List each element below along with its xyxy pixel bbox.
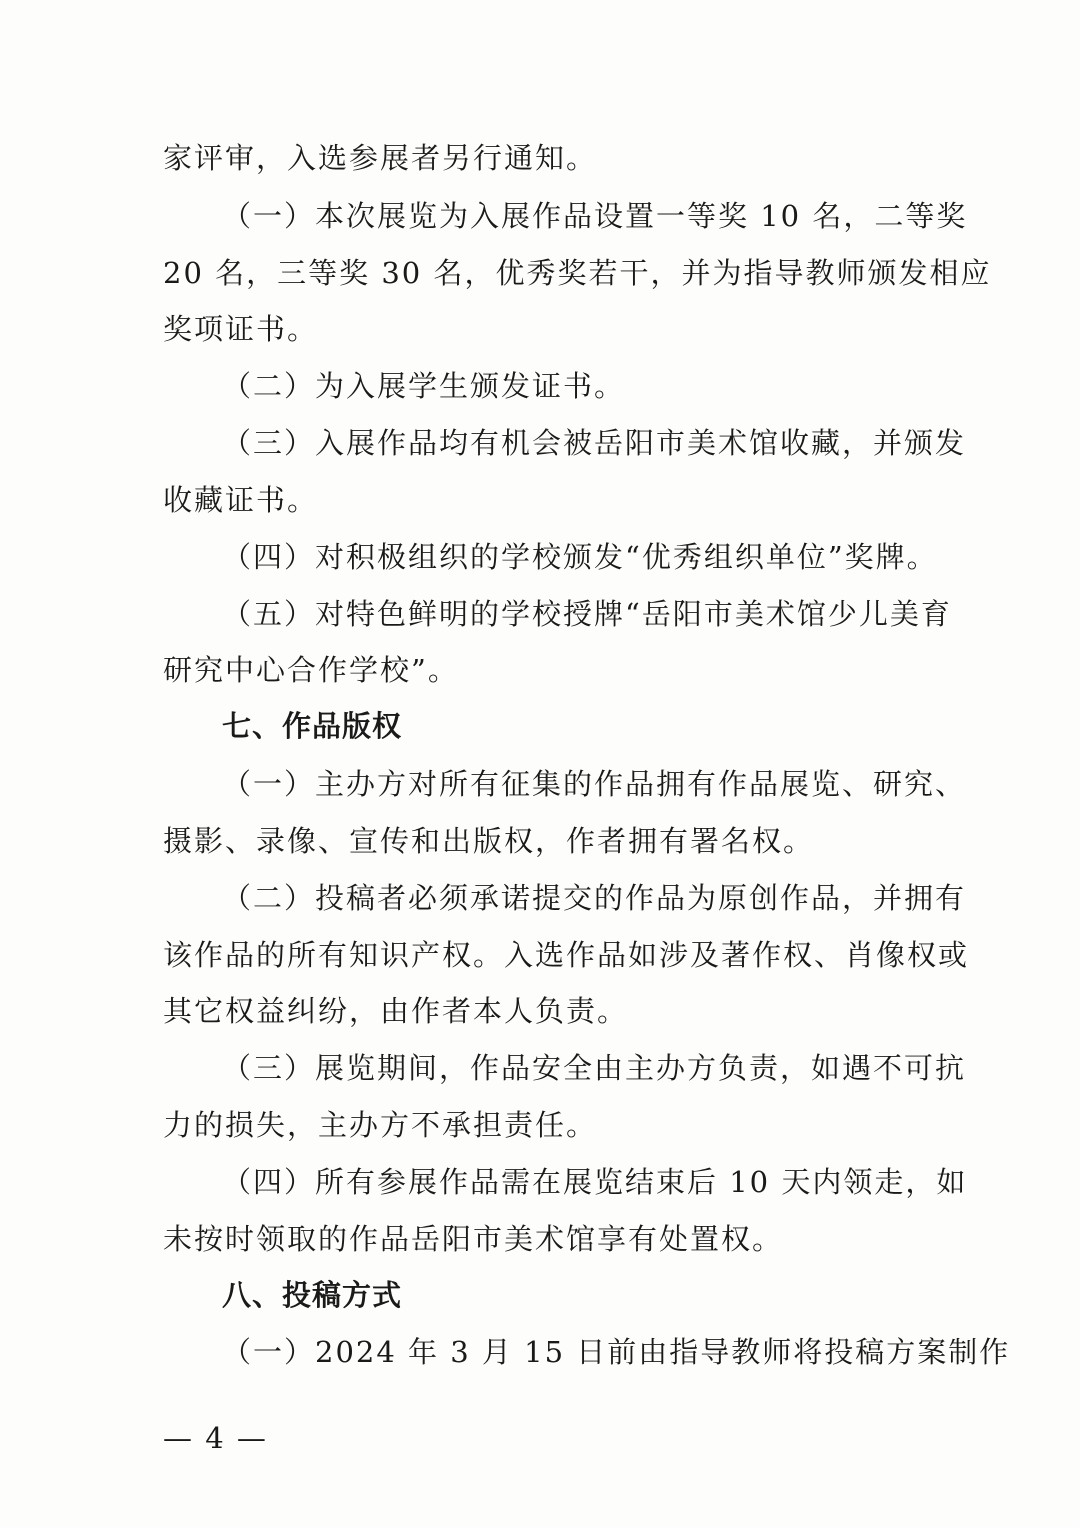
award-item-5: （五）对特色鲜明的学校授牌“岳阳市美术馆少儿美育 bbox=[222, 597, 952, 631]
body-text-line: 摄影、录像、宣传和出版权，作者拥有署名权。 bbox=[163, 824, 815, 858]
copyright-item-1: （一）主办方对所有征集的作品拥有作品展览、研究、 bbox=[222, 767, 967, 801]
award-item-1: （一）本次展览为入展作品设置一等奖 10 名，二等奖 bbox=[222, 199, 968, 233]
copyright-item-4: （四）所有参展作品需在展览结束后 10 天内领走，如 bbox=[222, 1165, 968, 1199]
body-text-line: 力的损失，主办方不承担责任。 bbox=[163, 1108, 598, 1142]
award-item-3: （三）入展作品均有机会被岳阳市美术馆收藏，并颁发 bbox=[222, 426, 967, 460]
copyright-item-2: （二）投稿者必须承诺提交的作品为原创作品，并拥有 bbox=[222, 881, 967, 915]
body-text-line: 20 名，三等奖 30 名，优秀奖若干，并为指导教师颁发相应 bbox=[163, 256, 992, 290]
submission-item-1: （一）2024 年 3 月 15 日前由指导教师将投稿方案制作 bbox=[222, 1335, 1011, 1369]
award-item-2: （二）为入展学生颁发证书。 bbox=[222, 369, 626, 403]
body-text-line: 家评审，入选参展者另行通知。 bbox=[163, 141, 598, 175]
copyright-item-3: （三）展览期间，作品安全由主办方负责，如遇不可抗 bbox=[222, 1051, 967, 1085]
body-text-line: 研究中心合作学校”。 bbox=[163, 653, 459, 687]
body-text-line: 该作品的所有知识产权。入选作品如涉及著作权、肖像权或 bbox=[163, 938, 970, 972]
section-heading-submission: 八、投稿方式 bbox=[222, 1278, 403, 1312]
award-item-4: （四）对积极组织的学校颁发“优秀组织单位”奖牌。 bbox=[222, 540, 938, 574]
section-heading-copyright: 七、作品版权 bbox=[222, 709, 403, 743]
page-number: — 4 — bbox=[163, 1421, 268, 1455]
body-text-line: 未按时领取的作品岳阳市美术馆享有处置权。 bbox=[163, 1222, 784, 1256]
body-text-line: 收藏证书。 bbox=[163, 483, 319, 517]
body-text-line: 奖项证书。 bbox=[163, 312, 319, 346]
body-text-line: 其它权益纠纷，由作者本人负责。 bbox=[163, 994, 629, 1028]
